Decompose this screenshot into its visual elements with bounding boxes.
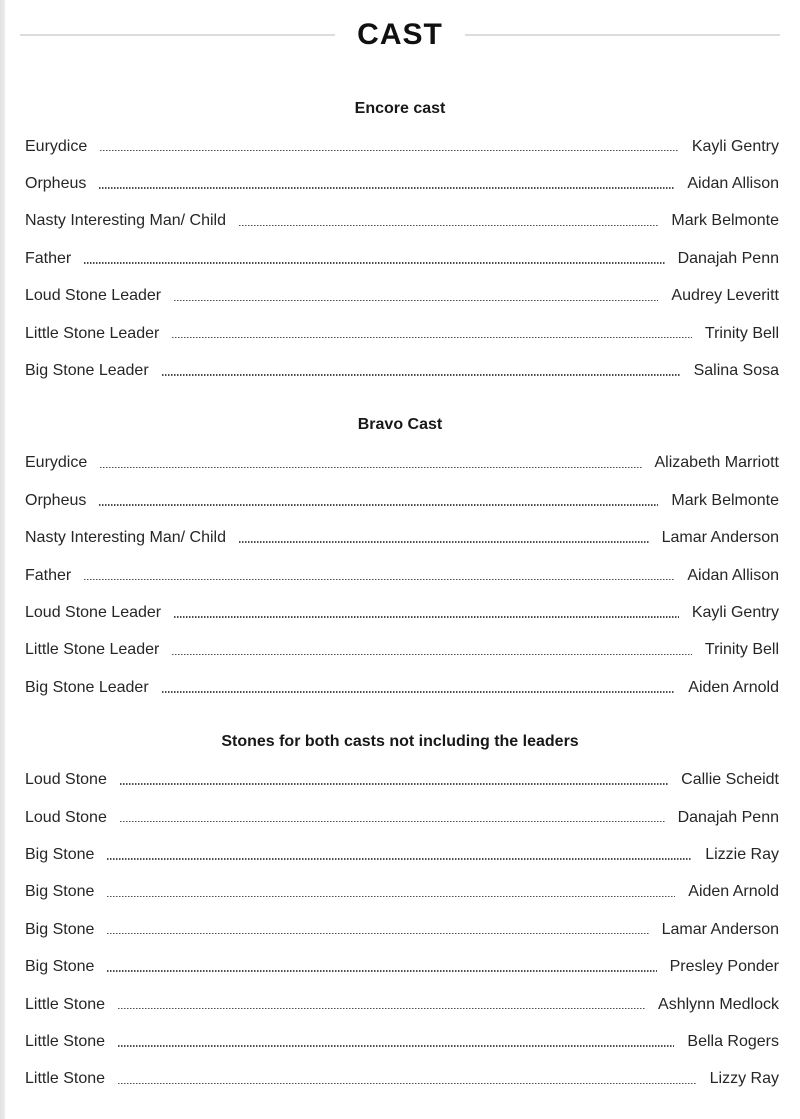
row-name: Trinity Bell [704,641,779,659]
row-role: Orpheus [25,175,87,193]
row-name: Presley Ponder [669,958,779,976]
row-name: Aiden Arnold [688,883,779,901]
section-rows [0,761,800,1098]
cast-section [0,732,800,1098]
row-name: Mark Belmonte [671,491,779,509]
row-name: Ashlynn Medlock [658,995,779,1013]
dotted-leader-line [162,374,681,376]
cast-row [0,1061,800,1098]
cast-row [0,594,800,631]
dotted-leader-line [162,691,676,693]
row-role: Big Stone [25,883,95,901]
cast-row [0,445,800,482]
row-role: Little Stone Leader [25,641,160,659]
title-rule-left [20,34,335,36]
dotted-leader-line [107,896,675,898]
cast-row [0,874,800,911]
dotted-leader-line [84,262,664,264]
cast-row [0,278,800,315]
dotted-leader-line [100,467,641,469]
cast-row [0,761,800,798]
row-name: Danajah Penn [677,808,779,826]
cast-row [0,203,800,240]
row-name: Callie Scheidt [681,771,779,789]
dotted-leader-line [172,654,692,656]
row-role: Little Stone Leader [25,324,160,342]
row-role: Little Stone [25,1070,106,1088]
cast-section [0,99,800,390]
dotted-leader-line [107,858,692,860]
row-role: Nasty Interesting Man/ Child [25,529,226,547]
row-role: Loud Stone [25,771,107,789]
row-role: Loud Stone [25,808,107,826]
row-role: Orpheus [25,491,87,509]
row-name: Trinity Bell [704,324,779,342]
cast-row [0,948,800,985]
row-role: Big Stone Leader [25,362,149,380]
row-name: Mark Belmonte [671,212,779,230]
dotted-leader-line [118,1083,697,1085]
section-heading: Bravo Cast [357,415,443,433]
row-role: Big Stone [25,958,95,976]
cast-row [0,482,800,519]
row-role: Loud Stone Leader [25,287,162,305]
title-rule-right [465,34,780,36]
dotted-leader-line [100,150,679,152]
dotted-leader-line [107,970,656,972]
row-role: Eurydice [25,137,88,155]
row-name: Audrey Leveritt [671,287,779,305]
cast-row [0,836,800,873]
row-role: Nasty Interesting Man/ Child [25,212,226,230]
row-role: Little Stone [25,1032,106,1050]
row-role: Little Stone [25,995,106,1013]
row-name: Lamar Anderson [661,920,779,938]
dotted-leader-line [99,187,674,189]
row-role: Big Stone Leader [25,678,149,696]
cast-row [0,986,800,1023]
row-role: Father [25,566,72,584]
dotted-leader-line [99,504,658,506]
cast-row [0,669,800,706]
row-name: Aidan Allison [687,566,779,584]
cast-row [0,1023,800,1060]
section-heading: Stones for both casts not including the leaders [221,733,579,751]
dotted-leader-line [239,541,649,543]
row-role: Big Stone [25,920,95,938]
cast-row [0,632,800,669]
cast-row [0,911,800,948]
dotted-leader-line [107,933,648,935]
title-bar [0,0,800,54]
cast-row [0,315,800,352]
section-rows [0,445,800,707]
row-name: Bella Rogers [687,1032,779,1050]
row-name: Lizzy Ray [709,1070,779,1088]
cast-row [0,352,800,389]
dotted-leader-line [118,1045,674,1047]
row-name: Lamar Anderson [661,529,779,547]
section-heading: Encore cast [354,100,446,117]
row-name: Danajah Penn [677,249,779,267]
dotted-leader-line [120,783,668,785]
row-role: Father [25,249,72,267]
row-name: Kayli Gentry [691,137,779,155]
row-role: Loud Stone Leader [25,603,162,621]
cast-row [0,128,800,165]
cast-row [0,240,800,277]
row-name: Salina Sosa [693,362,779,380]
cast-list [0,99,800,1098]
dotted-leader-line [174,616,679,618]
row-name: Aiden Arnold [688,678,779,696]
page-edge-shadow [0,0,5,1119]
row-role: Big Stone [25,845,95,863]
dotted-leader-line [120,821,665,823]
dotted-leader-line [84,579,674,581]
cast-row [0,165,800,202]
dotted-leader-line [239,225,658,227]
row-name: Alizabeth Marriott [654,454,779,472]
section-rows [0,128,800,390]
row-role: Eurydice [25,454,88,472]
cast-row [0,520,800,557]
dotted-leader-line [172,337,692,339]
cast-row [0,557,800,594]
cast-row [0,799,800,836]
page-title: CAST [357,18,443,51]
cast-section [0,415,800,707]
dotted-leader-line [118,1008,645,1010]
row-name: Aidan Allison [687,175,779,193]
dotted-leader-line [174,300,658,302]
row-name: Lizzie Ray [705,845,779,863]
row-name: Kayli Gentry [691,603,779,621]
